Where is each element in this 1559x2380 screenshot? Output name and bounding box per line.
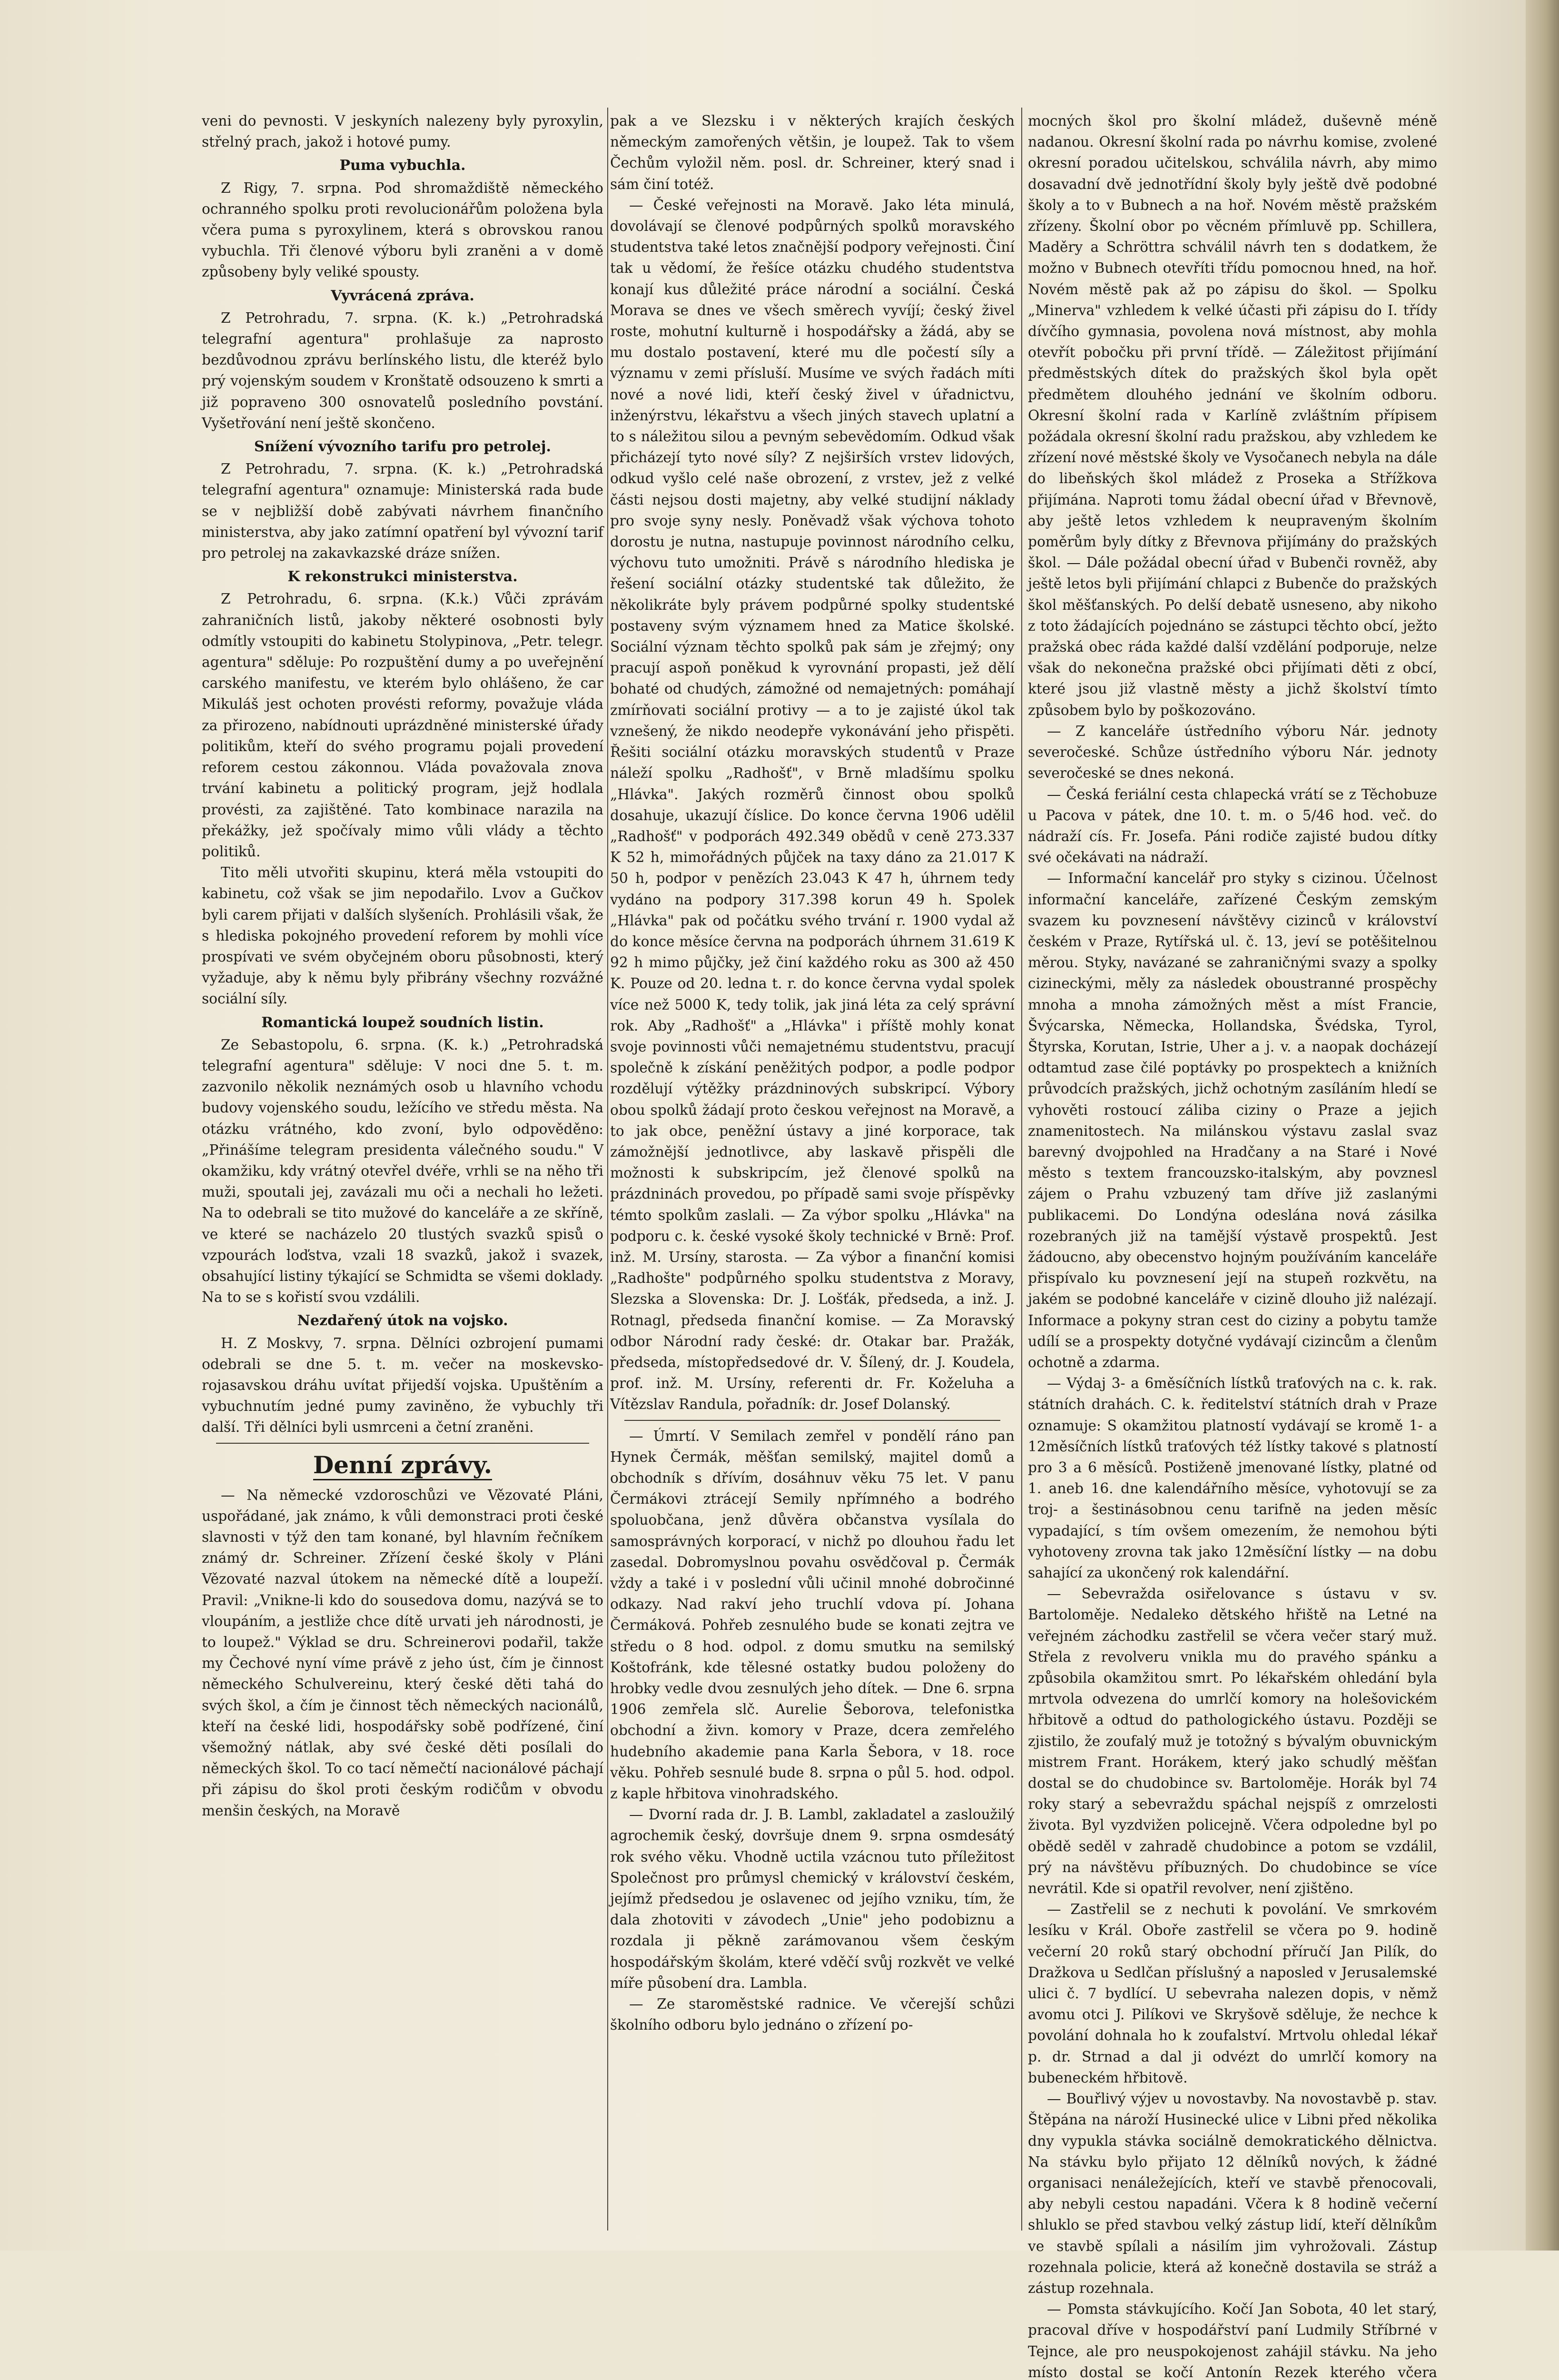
article-text: Tito měli utvořiti skupinu, která měla vstoupiti do kabinetu, což však se jim nepodařilo. Lvov a Gučkov byli carem přijati v dalších slyšeních. Prohlásili však, že s hlediska pokojného provedení reforem by mohli více prospívati ve svém obyčejném oboru působnosti, který vyžaduje, aby k němu byly přibrány všechny rozvážné sociální síly. [202, 864, 603, 1007]
section-divider [216, 1443, 589, 1444]
article-text: — Dvorní rada dr. J. B. Lambl, zakladatel a zasloužilý agrochemik český, dovršuje dnem 9. srpna osmdesátý rok svého věku. Vhodně uctila vzácnou tuto příležitost Společnost pro průmysl chemický v království českém, jejímž předsedou je oslavenec od jejího vzniku, tím, že dala zhotoviti v závodech „Unie" jeho podobiznu a rozdala ji pěkně zarámovanou všem českým hospodářským školám, které vděčí svůj rozkvět ve velké míře působení dra. Lambla. [610, 1806, 1015, 1991]
article-text: Z Petrohradu, 7. srpna. (K. k.) „Petrohradská telegrafní agentura" prohlašuje za naprosto bezdůvodnou zprávu berlínského listu, dle kteréž bylo prý vojenským soudem v Kronštatě odsouzeno k smrti a již popraveno 300 osnovatelů posledního povstání. Vyšetřování není ještě skončeno. [202, 309, 603, 431]
column-1 [202, 110, 603, 2224]
article-text: — Z kanceláře ústředního výboru Nár. jednoty severočeské. Schůze ústředního výboru Nár. jednoty severočeské se dnes nekoná. [1028, 723, 1437, 782]
article-text: — Bouřlivý výjev u novostavby. Na novostavbě p. stav. Štěpána na nároží Husinecké ulice v Libni před několika dny vypukla stávka sociálně demokratického dělnictva. Na stávku bylo přijato 12 dělníků nových, k žádné organisaci nenáležejících, kteří ve stavbě přenocovali, aby nebyli cestou napadáni. Včera k 8 hodině večerní shluklo se před stavbou velký zástup lidí, kteří dělníkům ve stavbě spílali a násilím jim vyhrožovali. Zástup rozehnala policie, která až konečně dostavila se stráž a zástup rozehnala. [1028, 2091, 1437, 2296]
article-text: Z Petrohradu, 7. srpna. (K. k.) „Petrohradská telegrafní agentura" oznamuje: Ministerská rada bude se v nejbližší době zabývati návrhem finančního ministerstva, aby jako zatímní opatření byl vývozní tarif pro petrolej na zakavkazské dráze snížen. [202, 461, 603, 562]
article-text: — Informační kancelář pro styky s cizinou. Účelnost informační kanceláře, zařízené Českým zemským svazem ku povznesení návštěvy cizinců v království českém v Praze, Rytířská ul. č. 13, jeví se potěšitelnou měrou. Styky, navázané se zahraničnými svazy a spolky cizineckými, měly za následek oboustranné prospěchy mnoha a mnoha zámožných měst a míst Francie, Švýcarska, Německa, Hollandska, Švédska, Tyrol, Štyrska, Korutan, Istrie, Uher a j. v. a naopak docházejí odtamtud zase čilé poptávky po prospektech a knižních průvodcích pražských, jichž ochotným zasíláním hledí se vyhověti rostoucí záliba ciziny o Praze a jejich znamenitostech. Na milánskou výstavu zaslal svaz barevný dvojpohled na Hradčany a na Staré i Nové město s textem francouzsko-italským, aby povznesl zájem o Prahu vzbuzený tam dříve již zaslanými publikacemi. Do Londýna odeslána nová zásilka rozebraných již na tamější výstavě prospektů. Jest žádoucno, aby obecenstvo hojným používáním kanceláře přispívalo ku povznesení její na stupeň rozkvětu, na jakém se podobné kanceláře v cizině dlouho již nalézají. Informace a pokyny stran cest do ciziny a pobytu tamže udílí se a prospekty dotyčné vydávají cizincům a členům ochotně a zdarma. [1028, 870, 1437, 1370]
section-title-text: Denní zprávy. [313, 1451, 492, 1480]
article-heading: K rekonstrukci ministerstva. [287, 568, 518, 585]
article-text: — Česká feriální cesta chlapecká vrátí se z Těchobuze u Pacova v pátek, dne 10. t. m. o 5/46 hod. več. do nádraží cís. Fr. Josefa. Páni rodiče zajisté budou dítky své očekávati na nádraží. [1028, 786, 1437, 866]
article-text: mocných škol pro školní mládež, duševně méně nadanou. Okresní školní rada po návrhu komise, zvolené okresní poradou učitelskou, schválila návrh, aby mimo dosavadní dvě jednotřídní školy byly ještě dvě podobné školy a to v Bubnech a na hoř. Novém městě pražském zřízeny. Školní obor po věcném přímluvě pp. Schillera, Maděry a Schröttra schválil návrh ten s dodatkem, že možno v Bubnech otevříti třídu pomocnou hned, na hoř. Novém městě pak až po zápisu do škol. — Spolku „Minerva" vzhledem k velké účasti při zápisu do I. třídy dívčího gymnasia, povolena nová místnost, aby mohla otevřít pobočku při první třídě. — Záležitost přijímání předměstských dítek do pražských škol byla opět předmětem dlouhého jednání ve školním odboru. Okresní školní rada v Karlíně zvláštním přípisem požádala okresní školní radu pražskou, aby vzhledem ke zřízení nové městské školy ve Vysočanech nebyla na dále do libeňských škol mládež z Proseka a Střížkova přijímána. Naproti tomu žádal obecní úřad v Břevnově, aby ještě letos vzhledem k neupraveným školním poměrům byly dítky z Břevnova přijímány do pražských škol. — Dále požádal obecní úřad v Bubenči rovněž, aby ještě letos byli přijímání chlapci z Bubenče do pražských škol měšťanských. Po delší debatě usneseno, aby nikoho z toto žádajících pojednáno se zástupci těchto obcí, ježto pražská obec ráda každé další vzdělání podporuje, nelze však do nekonečna pražské obci přijímati děti z obcí, které jsou již vlastně městy a jichž školství tímto způsobem bylo by poškozováno. [1028, 113, 1437, 718]
column-2 [610, 110, 1015, 2224]
article-text: pak a ve Slezsku i v některých krajích českých německým zamořených většin, je loupež. Tak to všem Čechům vyložil něm. posl. dr. Schreiner, který snad i sám činí totéž. [610, 113, 1015, 192]
article-heading: Vyvrácená zpráva. [331, 287, 474, 304]
article-heading: Nezdařený útok na vojsko. [297, 1312, 508, 1329]
article-text: — Ze staroměstské radnice. Ve včerejší schůzi školního odboru bylo jednáno o zřízení po- [610, 1996, 1015, 2033]
article-text: H. Z Moskvy, 7. srpna. Dělníci ozbrojení pumami odebrali se dne 5. t. m. večer na moskevsko-rojasavskou dráhu uvítat přijedší vojska. Upuštěním a vybuchnutím jedné pumy zaviněno, že vybuchly tři další. Tři dělníci byli usmrceni a četní zraněni. [202, 1335, 603, 1436]
article-text: — Výdaj 3- a 6měsíčních lístků traťových na c. k. rak. státních drahách. C. k. ředitelství státních drah v Praze oznamuje: S okamžitou platností vydávají se kromě 1- a 12měsíčních lístků traťových též lístky takové s platností pro 3 a 6 měsíců. Postiženě jmenované lístky, platné od 1. aneb 16. dne kalendářního měsíce, vyhotovují se za troj- a šestinásobnou cenu tarifně na jeden měsíc vypadající, s tím ovšem omezením, že nemohou býti vyhotoveny zrovna tak jako 12měsíční lístky — na dobu sahající za ukončený rok kalendářní. [1028, 1375, 1437, 1581]
article-heading: Romantická loupež soudních listin. [261, 1014, 544, 1031]
article-text: Ze Sebastopolu, 6. srpna. (K. k.) „Petrohradská telegrafní agentura" sděluje: V noci dne 5. t. m. zazvonilo několik neznámých osob u hlavního vchodu budovy vojenského soudu, ležícího ve středu města. Na otázku vrátného, kdo zvoní, bylo odpověděno: „Přinášíme telegram presidenta válečného soudu." V okamžiku, kdy vrátný otevřel dvéře, vrhli se na něho tři muži, spoutali jej, zavázali mu oči a nechali ho ležeti. Na to odebrali se tito mužové do kanceláře a ze skříně, ve které se nacházelo 20 tlustých svazků spisů o vzpourách loďstva, vzali 18 svazků, jakož i svazek, obsahující listiny týkající se Schmidta se všemi doklady. Na to se s kořistí svou vzdálili. [202, 1036, 603, 1306]
article-text: — Zastřelil se z nechuti k povolání. Ve smrkovém lesíku v Král. Oboře zastřelil se včera po 9. hodině večerní 20 roků starý obchodní příručí Jan Pilík, do Dražkova u Sedlčan příslušný a naposled v Jerusalemské ulici č. 7 bydlící. U sebevraha nalezen dopis, v němž avomu otci J. Pilíkovi ve Skryšově sděluje, že nechce k povolání dohnala ho k zoufalství. Mrtvolu ohledal lékař p. dr. Strnad a dal ji odvézt do umrlčí komory na bubeneckém hřbitově. [1028, 1901, 1437, 2086]
article-text: Z Petrohradu, 6. srpna. (K.k.) Vůči zprávám zahraničních listů, jakoby některé osobnosti byly odmítly vstoupiti do kabinetu Stolypinova, „Petr. telegr. agentura" sděluje: Po rozpuštění dumy a po uveřejnění carského manifestu, ve kterém bylo ohlášeno, že car Mikuláš jest ochoten provésti reformy, považuje vláda za přirozeno, nabídnouti uprázdněné ministerské úřady politikům, kteří do svého programu pojali provedení reforem cestou zákonnou. Vláda považovala znova trvání kabinetu a politický program, jejž hodlala provésti, za zajištěné. Tato kombinace narazila na překážky, jež spočívaly mimo vůli vlády a těchto politiků. [202, 591, 603, 860]
article-divider [624, 1420, 1000, 1421]
column-rule [607, 108, 608, 2231]
article-text: — České veřejnosti na Moravě. Jako léta minulá, dovolávají se členové podpůrných spolků moravského studentstva také letos značnější podpory veřejnosti. Činí tak u vědomí, že řešíce otázku chudého studentstva konají kus důležité práce národní a sociální. Česká Morava se dnes ve všech směrech vyvíjí; český živel roste, mohutní kulturně i hospodářsky a žádá, aby se mu dostalo postavení, které mu dle počestí síly a významu v zemi přísluší. Musíme ve svých řadách míti nové a nové lidi, kteří český živel v úřadnictvu, inženýrstvu, lékařstvu a všech jiných stavech uplatní a to s náležitou silou a pevným sebevědomím. Odkud však přicházejí tyto nové síly? Z nejširších vrstev lidových, odkud vyšlo celé naše obrození, z vrstev, jež z velké části nejsou dosti majetny, aby velké studijní náklady pro svoje syny nesly. Poněvadž však výchova tohoto dorostu je nutna, nastupuje povinnost národního celku, výchovu tuto umožniti. Právě s národního hlediska je řešení sociální otázky studentské tak důležito, že několikráte byly právem podpůrné spolky studentské postaveny svým významem hned za Matice školské. Sociální význam těchto spolků pak sám je zřejmý; ony pracují aspoň poněkud k vyrovnání propasti, jež dělí bohaté od chudých, zámožné od nemajetných: pomáhají zmírňovati sociální protivy — a to je zajisté úkol tak vznešený, že nikdo neodepře vykonávání jeho přispěti. Řešiti sociální otázku moravských studentů v Praze náleží spolku „Radhošť", v Brně mladšímu spolku „Hlávka". Jakých rozměrů činnost obou spolků dosahuje, ukazují číslice. Do konce června 1906 udělil „Radhošť" v podporách 492.349 obědů v ceně 273.337 K 52 h, mimořádných půjček na taxy dáno za 21.017 K 50 h, podpor v penězích 23.043 K 47 h, úhrnem tedy vydáno na podpory 317.398 korun 49 h. Spolek „Hlávka" pak od počátku svého trvání r. 1900 vydal až do konce měsíce června na podporách úhrnem 31.619 K 92 h mimo půjčky, jež činí každého roku as 300 až 450 K. Pouze od 20. ledna t. r. do konce června vydal spolek více než 5000 K, tedy tolik, jak jiná léta za celý správní rok. Aby „Radhošť" a „Hlávka" i příště mohly konat svoje povinnosti vůči nemajetnému studentstvu, pracují společně k získání peněžitých podpor, a podle podpor rozdělují výtěžky prázdninových subskripcí. Výbory obou spolků žádají proto českou veřejnost na Moravě, a to jak obce, peněžní ústavy a jiné korporace, tak zámožnější jednotlivce, aby laskavě přispěli dle možnosti k subskripcím, jež členové spolků na prázdninách provedou, po případě sami svoje příspěvky témto spolkům zaslali. — Za výbor spolku „Hlávka" na podporu c. k. české vysoké školy technické v Brně: Prof. inž. M. Ursíny, starosta. — Za výbor a finanční komisi „Radhošte" podpůrného spolku studentstva z Moravy, Slezska a Slovenska: Dr. J. Lošťák, předseda, a inž. J. Rotnagl, předseda finanční komise. — Za Moravský odbor Národní rady české: dr. Otakar bar. Pražák, předseda, místopředsedové dr. V. Šílený, dr. J. Koudela, prof. inž. M. Ursíny, referenti dr. Fr. Koželuha a Vítězslav Randula, pořadník: dr. Josef Dolanský. [610, 197, 1015, 1413]
article-text: — Na německé vzdoroschůzi ve Vězovaté Pláni, uspořádané, jak známo, k vůli demonstraci proti české slavnosti v týž den tam konané, byl hlavním řečníkem známý dr. Schreiner. Zřízení české školy v Pláni Vězovaté nazval útokem na německé dítě a loupeží. Pravil: „Vnikne-li kdo do sousedova domu, nazývá se to vloupáním, a jestliže chce dítě urvati jeh národnosti, je to loupež." Výklad se dru. Schreinerovi podařil, takže my Čechové nyní víme právě z jeho úst, čím je činnost německého Schulvereinu, který české děti tahá do svých škol, a čím je činnost těch německých nacionálů, kteří na české lidi, hospodářsky sobě podřízené, činí všemožný nátlak, aby své české děti posílali do německých škol. To co tací němečtí nacionálové páchají při zápisu do škol proti českým rodičům v obvodu menšin českých, na Moravě [202, 1487, 603, 1819]
article-text: veni do pevnosti. V jeskyních nalezeny byly pyroxylin, střelný prach, jakož i hotové pumy. [202, 113, 603, 150]
column-3 [1028, 110, 1437, 2380]
article-text: — Úmrtí. V Semilach zemřel v pondělí ráno pan Hynek Čermák, měšťan semilský, majitel domů a obchodník s dřívím, dosáhnuv věku 75 let. V panu Čermákovi ztrácejí Semily npřímného a bodrého spoluobčana, jenž důvěra občanstva vysílala do samosprávných korporací, v nichž po dlouhou řadu let zasedal. Dobromyslnou povahu osvědčoval p. Čermák vždy a také i v poslední vůli učinil mnohé dobročinné odkazy. Nad rakví jeho truchlí vdova pí. Johana Čermáková. Pohřeb zesnulého bude se konati zejtra ve středu o 8 hod. odpol. z domu smutku na semilský Koštofránk, kde tělesné ostatky budou položeny do hrobky vedle dvou zesnulých jeho dítek. — Dne 6. srpna 1906 zemřela slč. Aurelie Šeborova, telefonistka obchodní a živn. komory v Praze, dcera zemřelého hudebního akademie pana Karla Šebora, v 18. roce věku. Pohřeb sesnulé bude 8. srpna o půl 5. hod. odpol. z kaple hřbitova vinohradského. [610, 1428, 1015, 1802]
article-text: — Sebevražda osiřelovance s ústavu v sv. Bartoloměje. Nedaleko dětského hřiště na Letné na veřejném záchodku zastřelil se včera večer starý muž. Střela z revolveru vnikla mu do pravého spánku a způsobila okamžitou smrt. Po lékařském ohledání byla mrtvola odvezena do umrlčí komory na holešovickém hřbitově a odtud do pathologického ústavu. Později se zjistilo, že zoufalý muž je totožný s bývalým obuvnickým mistrem Frant. Horákem, který jako schudlý měšťan dostal se do chudobince sv. Bartoloměje. Horák byl 74 roky starý a sebevraždu spáchal nejspíš z omrzelosti života. Byl vyzdvižen policejně. Včera odpoledne byl po obědě seděl v zahradě chudobince a potom se vzdálil, prý na návštěvu příbuzných. Do chudobince se více nevrátil. Kde si opatřil revolver, není zjištěno. [1028, 1586, 1437, 1897]
article-text: Z Rigy, 7. srpna. Pod shromaždiště německého ochranného spolku proti revolucionářům položena byla včera puma s pyroxylinem, která s obrovskou ranou vybuchla. Tři členové výboru byli zraněni a v domě způsobeny byly veliké spousty. [202, 179, 603, 280]
page-edge [1526, 0, 1559, 2251]
article-heading: Snížení vývozního tarifu pro petrolej. [254, 438, 551, 456]
article-text: — Pomsta stávkujícího. Kočí Jan Sobota, 40 let starý, pracoval dříve v hospodářství paní Ludmily Stříbrné v Tejnce, ale pro neuspokojenost zahájil stávku. Na jeho místo dostal se kočí Antonín Rezek kterého včera [1028, 2301, 1437, 2380]
article-heading: Puma vybuchla. [339, 157, 466, 174]
section-title [202, 1448, 603, 1482]
column-rule [1021, 108, 1022, 2231]
